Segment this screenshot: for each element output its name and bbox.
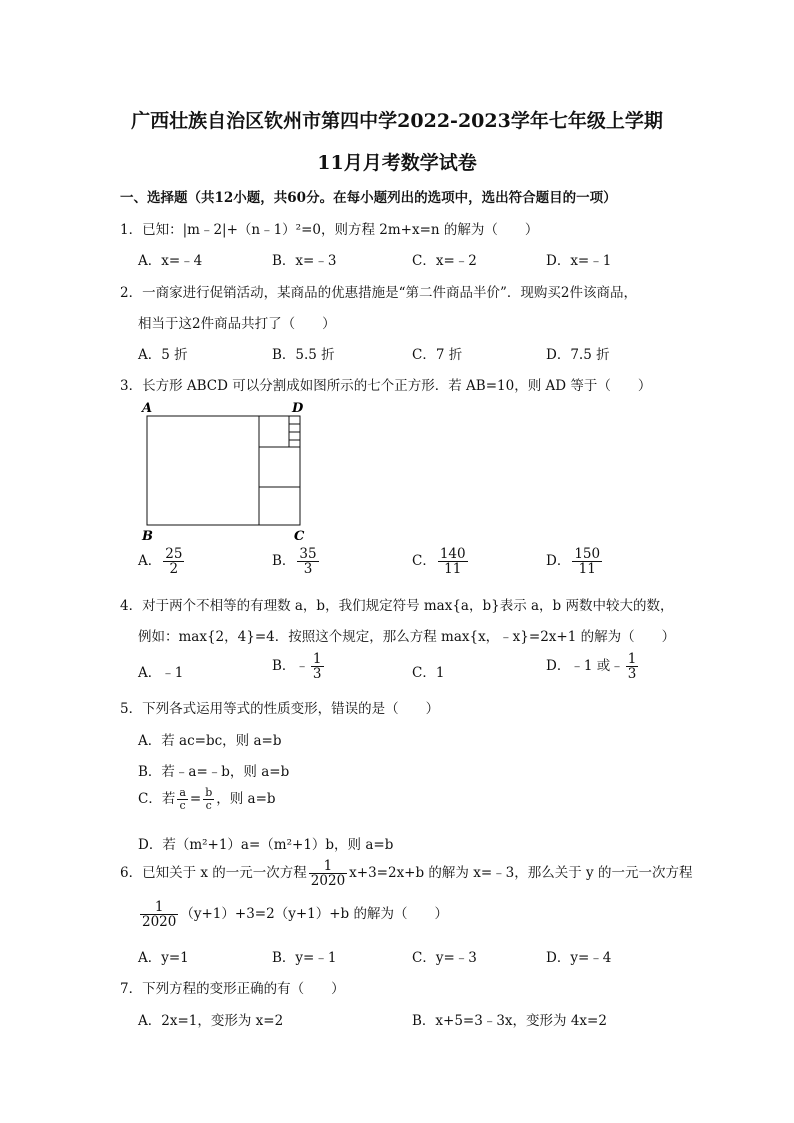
q1-option-a: A．x=﹣4	[138, 253, 203, 269]
question-2-line1: 2．一商家进行促销活动，某商品的优惠措施是“第二件商品半价”．现购买2件该商品，	[120, 285, 637, 301]
question-3-text: 3．长方形 ABCD 可以分割成如图所示的七个正方形．若 AB=10，则 AD 等于（ ）	[120, 378, 652, 394]
vertex-label-c: C	[294, 529, 305, 544]
q4-option-b: B．﹣ $\frac{1}{3}$	[272, 651, 322, 683]
vertex-label-d: D	[292, 401, 304, 416]
q3-option-a: A． $\frac{25}{2}$	[138, 546, 183, 578]
q1-option-d: D．x=﹣1	[546, 253, 612, 269]
question-6-line2: $\frac{1}{2020}$ （y+1）+3=2（y+1）+b 的解为（ ）	[142, 899, 448, 931]
exam-title-line2: 11月月考数学试卷	[317, 152, 477, 174]
q6-option-b: B．y=﹣1	[272, 950, 337, 966]
q4-option-d: D．﹣1 或﹣ $\frac{1}{3}$	[546, 651, 637, 683]
q4-option-c: C．1	[412, 665, 445, 681]
vertex-label-b: B	[142, 529, 153, 544]
question-4-line2: 例如：max{2，4}=4．按照这个规定，那么方程 max{x，﹣x}=2x+1 的解为（ ）	[138, 629, 676, 645]
rectangle-squares-figure	[138, 400, 318, 545]
question-7-text: 7．下列方程的变形正确的有（ ）	[120, 981, 345, 997]
question-4-line1: 4．对于两个不相等的有理数 a，b，我们规定符号 max{a，b}表示 a，b 两数中较大的数，	[120, 598, 674, 614]
q5-option-a: A．若 ac=bc，则 a=b	[138, 733, 282, 749]
q6-option-a: A．y=1	[138, 950, 189, 966]
q3-option-b: B． $\frac{35}{3}$	[272, 546, 317, 578]
vertex-label-a: A	[142, 401, 153, 416]
q7-option-a: A．2x=1，变形为 x=2	[138, 1013, 284, 1029]
q3-option-c: C． $\frac{140}{11}$	[412, 546, 466, 578]
q2-option-a: A．5 折	[138, 347, 188, 363]
q4-option-a: A．﹣1	[138, 665, 184, 681]
q5-option-d: D．若（m²+1）a=（m²+1）b，则 a=b	[138, 837, 394, 853]
q6-option-c: C．y=﹣3	[412, 950, 477, 966]
section-heading: 一、选择题（共12小题，共60分。在每小题列出的选项中，选出符合题目的一项）	[120, 190, 617, 206]
question-1-text: 1．已知：|m﹣2|+（n﹣1）²=0，则方程 2m+x=n 的解为（ ）	[120, 222, 539, 238]
q7-option-b: B．x+5=3﹣3x，变形为 4x=2	[412, 1013, 607, 1029]
question-6-line1: 6．已知关于 x 的一元一次方程 $\frac{1}{2020}$ x+3=2x+b 的解为 x=﹣3，那么关于 y 的一元一次方程	[120, 858, 693, 890]
q1-option-c: C．x=﹣2	[412, 253, 477, 269]
q3-option-d: D． $\frac{150}{11}$	[546, 546, 601, 578]
question-5-text: 5．下列各式运用等式的性质变形，错误的是（ ）	[120, 701, 440, 717]
q2-option-c: C．7 折	[412, 347, 463, 363]
question-2-line2: 相当于这2件商品共打了（ ）	[138, 316, 336, 332]
q1-option-b: B．x=﹣3	[272, 253, 337, 269]
q5-option-c: C．若 $\frac{a}{c}$ = $\frac{b}{c}$ ，则 a=b	[138, 786, 276, 812]
q5-option-b: B．若﹣a=﹣b，则 a=b	[138, 764, 290, 780]
q2-option-b: B．5.5 折	[272, 347, 335, 363]
q6-option-d: D．y=﹣4	[546, 950, 612, 966]
q2-option-d: D．7.5 折	[546, 347, 610, 363]
exam-title-line1: 广西壮族自治区钦州市第四中学2022-2023学年七年级上学期	[131, 110, 663, 132]
